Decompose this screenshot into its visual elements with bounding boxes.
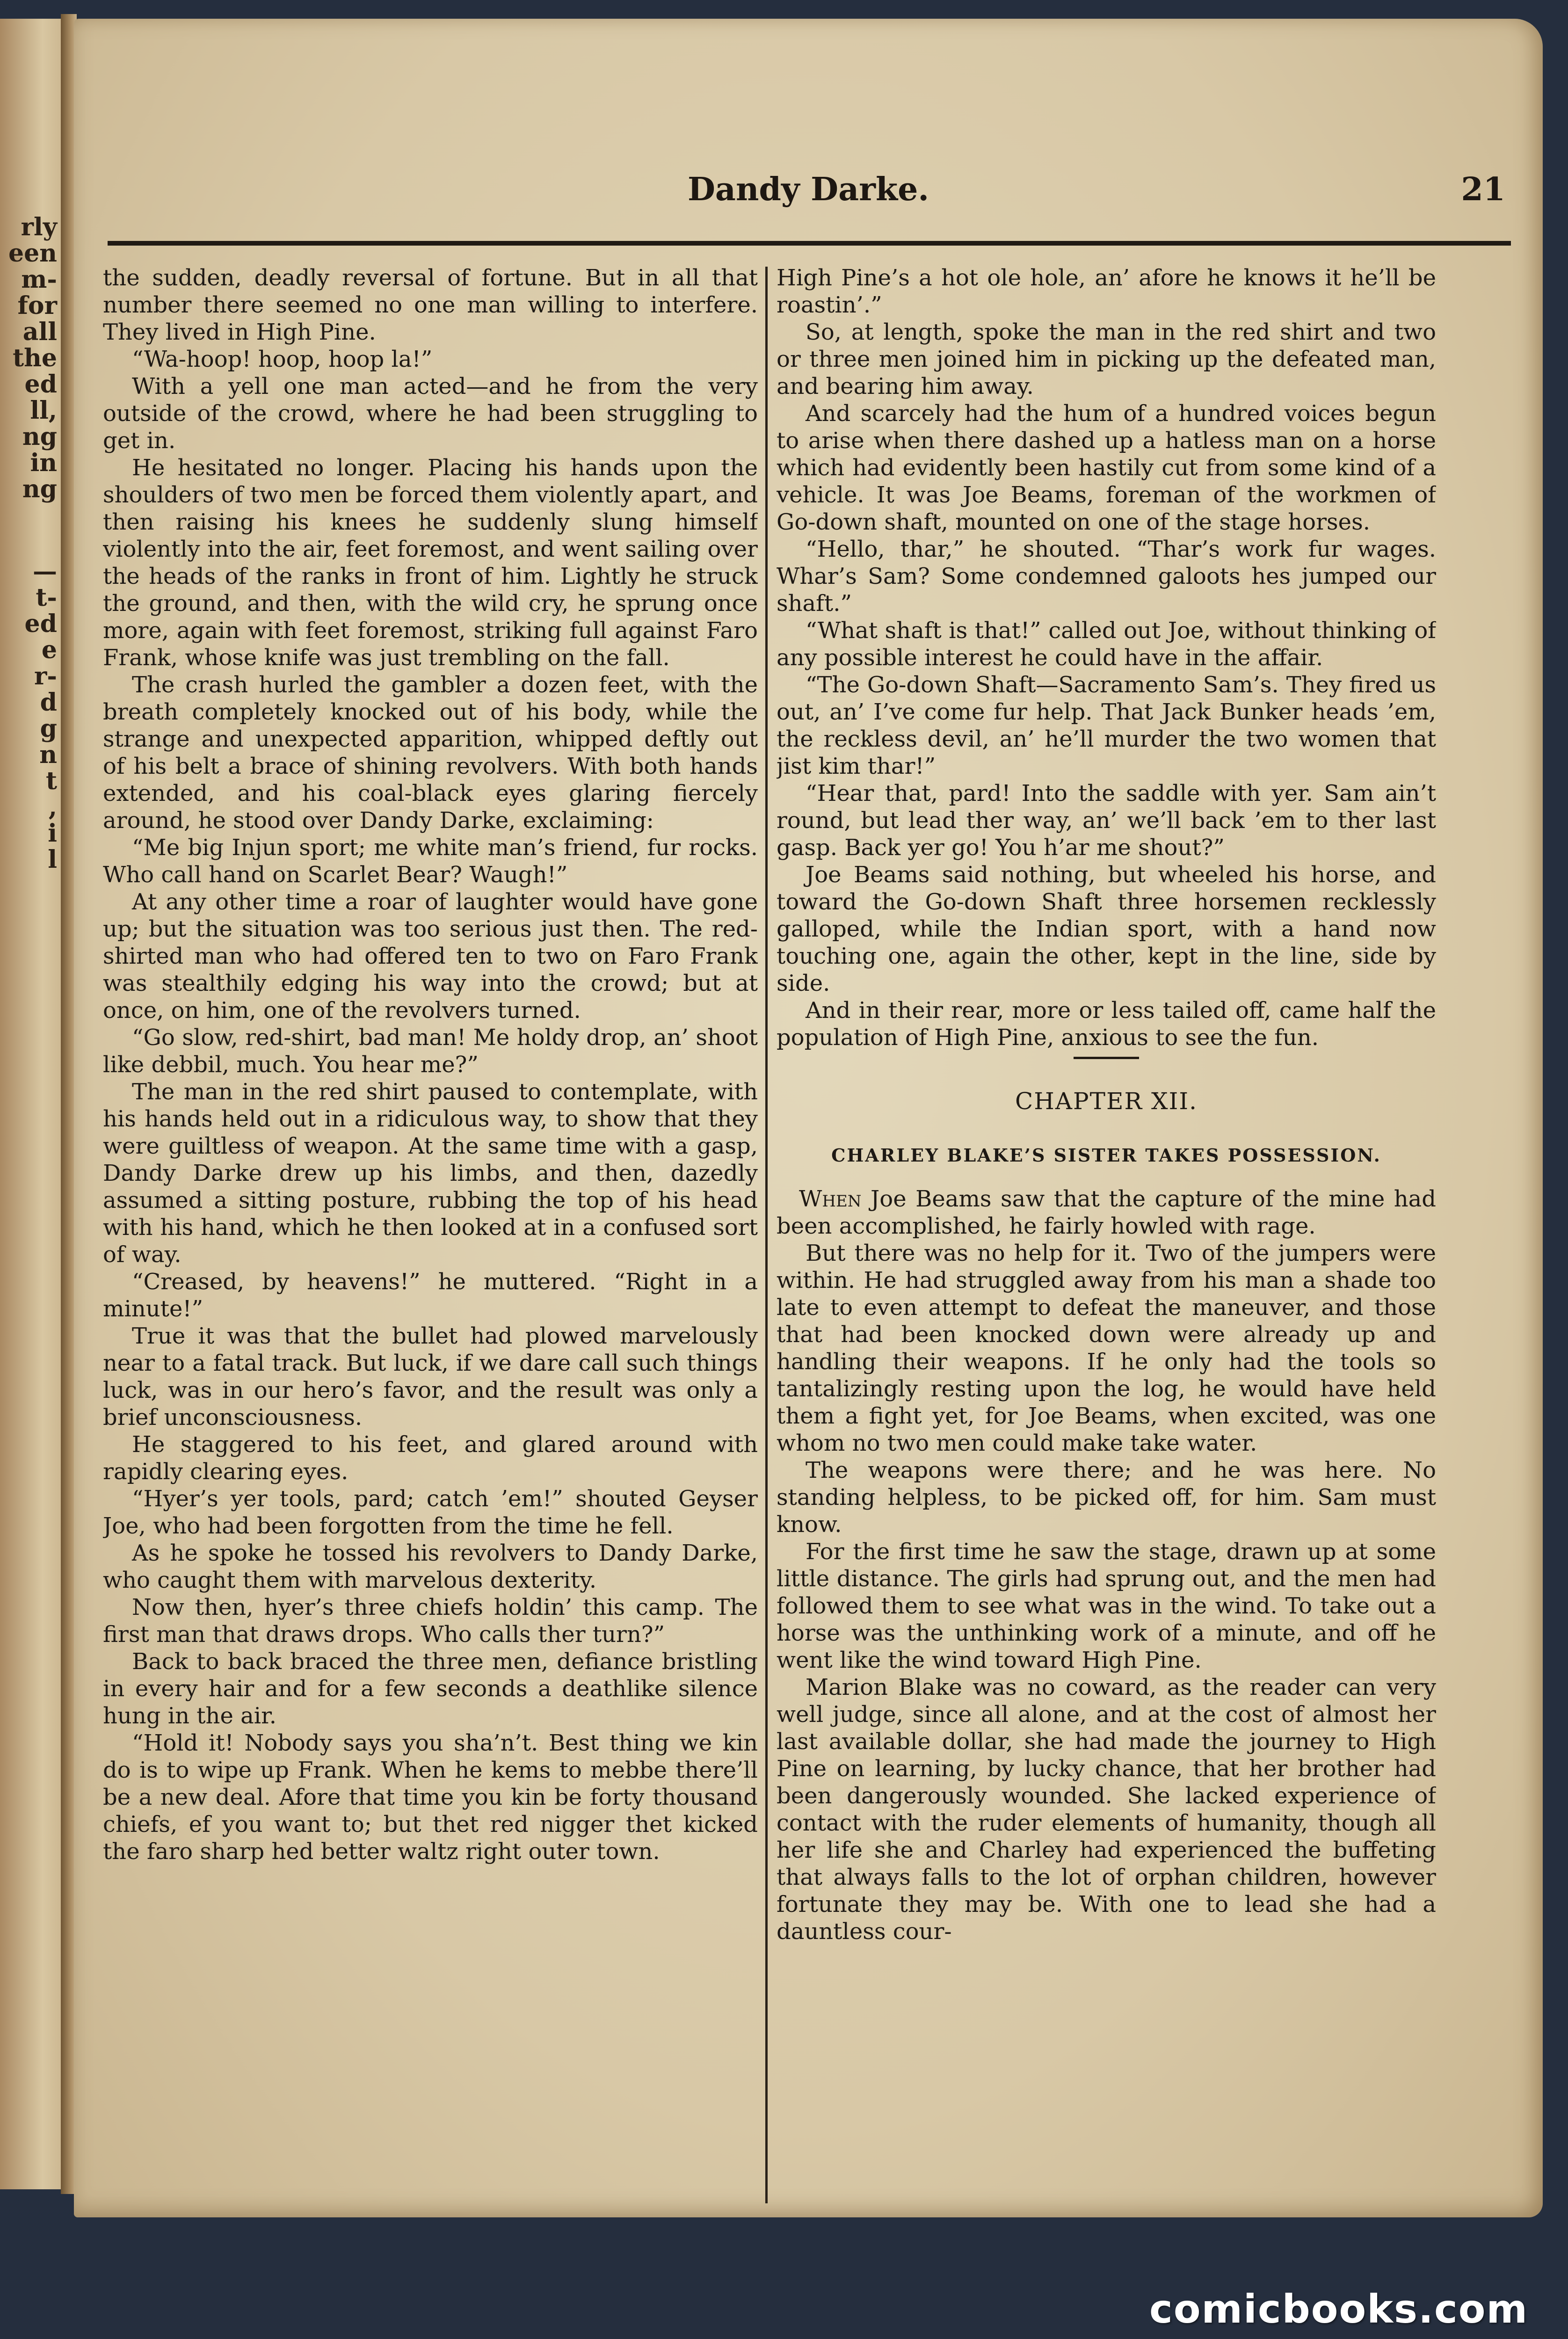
adjacent-page-text-fragment: ed (24, 610, 57, 638)
paragraph: The crash hurled the gambler a dozen feet, with the breath completely knocked out of his body, while the strange and unexpected apparition, whipped deftly out of his belt a brace of shining revolvers. With both hands extended, and his coal-black eyes glaring fiercely around, he stood over Dandy Darke, exclaiming: (103, 672, 758, 834)
header-rule (108, 241, 1511, 246)
adjacent-page-text-fragment: the (13, 344, 57, 372)
adjacent-page-text-fragment: ll, (30, 396, 57, 425)
left-column (103, 264, 758, 2206)
paragraph: And scarcely had the hum of a hundred voices begun to arise when there dashed up a hatless man on a horse which had evidently been hastily cut from some kind of a vehicle. It was Joe Beams, foreman of the workmen of Go-down shaft, mounted on one of the stage horses. (777, 400, 1436, 535)
paragraph: “What shaft is that!” called out Joe, without thinking of any possible interest he could have in the affair. (777, 617, 1436, 671)
adjacent-page-text-fragment: d (40, 688, 57, 717)
adjacent-page-text-fragment: n (39, 741, 57, 769)
paragraph: Joe Beams said nothing, but wheeled his horse, and toward the Go-down Shaft three horsemen recklessly galloped, while the Indian sport, with a hand now touching one, again the other, kept in the line, side by side. (777, 862, 1436, 996)
book-page (74, 19, 1543, 2217)
chapter-body-text (777, 1240, 1436, 1945)
chapter-subtitle: CHARLEY BLAKE’S SISTER TAKES POSSESSION. (831, 1145, 1381, 1166)
paragraph: At any other time a roar of laughter would have gone up; but the situation was too serious just then. The red-shirted man who had offered ten to two on Faro Frank was stealthily edging his way into the crowd; but at once, on him, one of the revolvers turned. (103, 889, 758, 1024)
adjacent-page-text-fragment: l (48, 845, 57, 874)
paragraph: Back to back braced the three men, defiance bristling in every hair and for a few seconds a deathlike silence hung in the air. (103, 1649, 758, 1729)
paragraph: Now then, hyer’s three chiefs holdin’ this camp. The first man that draws drops. Who calls ther turn?” (103, 1594, 758, 1648)
running-head (102, 171, 1515, 222)
paragraph: High Pine’s a hot ole hole, an’ afore he knows it he’ll be roastin’.” (777, 265, 1436, 318)
paragraph: “Hello, thar,” he shouted. “Thar’s work fur wages. Whar’s Sam? Some condemned galoots hes jumped our shaft.” (777, 536, 1436, 617)
paragraph: “The Go-down Shaft—Sacramento Sam’s. They fired us out, an’ I’ve come fur help. That Jack Bunker heads ’em, the reckless devil, an’ he’ll murder the two women that jist kim thar!” (777, 672, 1436, 779)
paragraph: “Me big Injun sport; me white man’s friend, fur rocks. Who call hand on Scarlet Bear? Waugh!” (103, 835, 758, 888)
adjacent-page-text-fragment: m- (21, 265, 57, 294)
adjacent-page-text-fragment: in (30, 449, 57, 477)
paragraph: He hesitated no longer. Placing his hands upon the shoulders of two men be forced them violently apart, and then raising his knees he suddenly slung himself violently into the air, feet foremost, and went sailing over the heads of the ranks in front of him. Lightly he struck the ground, and then, with the wild cry, he sprung once more, again with feet foremost, striking full against Faro Frank, whose knife was just trembling on the fall. (103, 455, 758, 671)
adjacent-page-text-fragment: — (33, 557, 57, 586)
opening-word: When (799, 1186, 862, 1212)
paragraph: “Go slow, red-shirt, bad man! Me holdy drop, an’ shoot like debbil, much. You hear me?” (103, 1024, 758, 1078)
adjacent-page-text-fragment: e (41, 636, 57, 664)
opening-text: Joe Beams saw that the capture of the mine had been accomplished, he fairly howled with rage. (777, 1186, 1436, 1239)
right-column (777, 264, 1436, 2206)
chapter-heading: CHAPTER XII. (1015, 1088, 1198, 1115)
adjacent-page-text-fragment: rly (21, 213, 57, 241)
paragraph: But there was no help for it. Two of the jumpers were within. He had struggled away from his man a shade too late to even attempt to defeat the maneuver, and those that had been knocked down were already up and handling their weapons. If he only had the tools so tantalizingly resting upon the log, he would have held them a fight yet, for Joe Beams, when excited, was one whom no two men could make take water. (777, 1240, 1436, 1456)
adjacent-page-text-fragment: ng (22, 422, 57, 451)
running-head-title: Dandy Darke. (687, 171, 929, 208)
adjacent-page-text-fragment: for (17, 291, 57, 320)
paragraph: “Wa-hoop! hoop, hoop la!” (132, 346, 433, 372)
adjacent-page-text-fragment: all (22, 318, 57, 346)
right-column-top-text (777, 264, 1436, 1051)
adjacent-page-edge (0, 19, 61, 2189)
paragraph: The weapons were there; and he was here. No standing helpless, to be picked off, for him. Sam must know. (777, 1457, 1436, 1538)
adjacent-page-text-fragment: , (48, 793, 57, 821)
site-watermark: comicbooks.com (1149, 2286, 1528, 2332)
adjacent-page-text-fragment: r- (34, 662, 57, 690)
paragraph: “Hear that, pard! Into the saddle with yer. Sam ain’t round, but lead ther way, an’ we’ll back ’em to ther last gasp. Back yer go! You h’ar me shout?” (777, 780, 1436, 861)
paragraph: “Hold it! Nobody says you sha’n’t. Best thing we kin do is to wipe up Frank. When he kems to mebbe there’ll be a new deal. Afore that time you kin be forty thousand chiefs, ef you want to; but thet red nigger thet kicked the faro sharp hed better waltz right outer town. (103, 1730, 758, 1865)
paragraph: “Creased, by heavens!” he muttered. “Right in a minute!” (103, 1269, 758, 1322)
chapter-opening-paragraph (777, 1185, 1436, 1240)
paragraph: The man in the red shirt paused to contemplate, with his hands held out in a ridiculous way, to show that they were guiltless of weapon. At the same time with a gasp, Dandy Darke drew up his limbs, and then, dazedly assumed a sitting posture, rubbing the top of his head with his hand, which he then looked at in a confused sort of way. (103, 1079, 758, 1268)
column-divider (765, 267, 768, 2203)
adjacent-page-text-fragment: ed (24, 370, 57, 399)
paragraph: “Hyer’s yer tools, pard; catch ’em!” shouted Geyser Joe, who had been forgotten from the time he fell. (103, 1486, 758, 1539)
adjacent-page-text-fragment: g (40, 714, 57, 743)
paragraph: Marion Blake was no coward, as the reader can very well judge, since all alone, and at the cost of almost her last available dollar, she had made the journey to High Pine on learning, by lucky chance, that her brother had been dangerously wounded. She lacked experience of contact with the ruder elements of humanity, though all her life she and Charley had experienced the buffeting that always falls to the lot of orphan children, however fortunate they may be. With one to lead she had a dauntless cour- (777, 1674, 1436, 1945)
adjacent-page-text-fragment: i (48, 819, 57, 848)
adjacent-page-text-fragment: t (45, 767, 57, 795)
paragraph: And in their rear, more or less tailed off, came half the population of High Pine, anxious to see the fun. (777, 997, 1436, 1051)
adjacent-page-text-fragment: een (8, 239, 57, 268)
adjacent-page-text-fragment: ng (22, 475, 57, 503)
paragraph: the sudden, deadly reversal of fortune. But in all that number there seemed no one man willing to interfere. They lived in High Pine. (103, 265, 758, 345)
page-number: 21 (1461, 171, 1505, 208)
paragraph: He staggered to his feet, and glared around with rapidly clearing eyes. (103, 1431, 758, 1485)
paragraph: So, at length, spoke the man in the red shirt and two or three men joined him in picking up the defeated man, and bearing him away. (777, 319, 1436, 400)
section-rule (1074, 1057, 1139, 1059)
paragraph: True it was that the bullet had plowed marvelously near to a fatal track. But luck, if we dare call such things luck, was in our hero’s favor, and the result was only a brief unconsciousness. (103, 1323, 758, 1431)
paragraph: For the first time he saw the stage, drawn up at some little distance. The girls had sprung out, and the men had followed them to see what was in the wind. To take out a horse was the unthinking work of a minute, and off he went like the wind toward High Pine. (777, 1539, 1436, 1673)
adjacent-page-text-fragment: t- (36, 583, 57, 612)
paragraph: As he spoke he tossed his revolvers to Dandy Darke, who caught them with marvelous dexterity. (103, 1540, 758, 1593)
paragraph: With a yell one man acted—and he from the very outside of the crowd, where he had been struggling to get in. (103, 373, 758, 454)
